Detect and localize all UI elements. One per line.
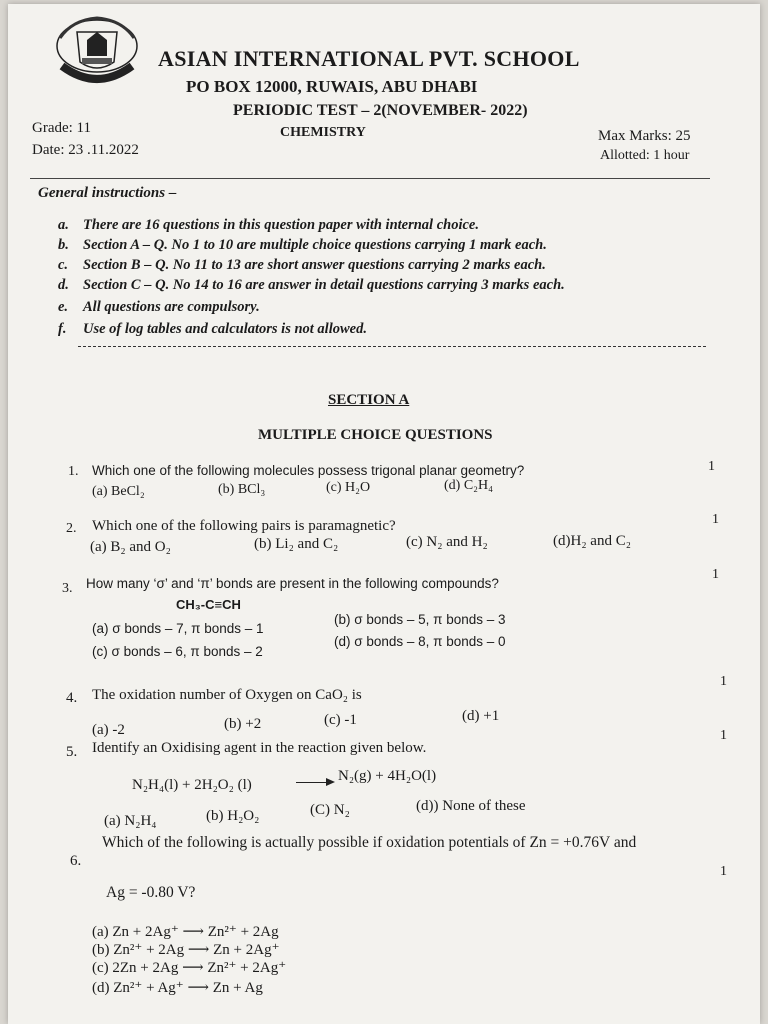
question-text: Identify an Oxidising agent in the reaction given below. [92,740,427,756]
option: (c) -1 [324,712,357,728]
question-marks: 1 [720,728,727,743]
reaction-arrow-head [326,778,335,786]
question-text: The oxidation number of Oxygen on CaO₂ is [92,687,362,703]
option: (a) -2 [92,722,125,738]
option: (d) +1 [462,708,500,724]
option: (b) Zn²⁺ + 2Ag ⟶ Zn + 2Ag⁺ [92,942,280,958]
question-marks: 1 [720,864,727,879]
option: (c) 2Zn + 2Ag ⟶ Zn²⁺ + 2Ag⁺ [92,960,287,976]
question-text: Which one of the following molecules possess trigonal planar geometry? [92,463,525,478]
subject-label: CHEMISTRY [280,125,366,140]
option: (d) σ bonds – 8, π bonds – 0 [334,634,506,649]
date-label: Date: 23 .11.2022 [32,142,139,158]
grade-label: Grade: 11 [32,120,92,136]
option: (c) H₂O [326,480,371,495]
question-marks: 1 [720,674,727,689]
instruction-text-f: Use of log tables and calculators is not allowed. [83,321,367,337]
time-allotted: Allotted: 1 hour [600,148,690,163]
question-marks: 1 [708,459,715,474]
reaction-products: N₂(g) + 4H₂O(l) [338,768,437,784]
instruction-letter-f: f. [58,321,67,337]
instruction-text-c: Section B – Q. No 11 to 13 are short answer questions carrying 2 marks each. [83,257,546,273]
question-number: 6. [70,853,82,869]
instructions-heading: General instructions – [38,185,177,201]
question-marks: 1 [712,567,719,582]
instruction-letter-b: b. [58,237,69,253]
question-number: 1. [68,464,79,479]
section-a-heading: SECTION A [328,392,410,408]
question-text-continued: Ag = -0.80 V? [106,884,196,901]
option: (c) N₂ and H₂ [406,534,488,550]
option: (a) Zn + 2Ag⁺ ⟶ Zn²⁺ + 2Ag [92,924,279,940]
option: (a) B₂ and O₂ [90,539,171,555]
option: (b) BCl₃ [218,482,266,497]
question-number: 4. [66,690,78,706]
instruction-letter-c: c. [58,257,69,273]
reaction-arrow-line [296,782,328,783]
question-number: 3. [62,581,73,596]
option: (a) N₂H₄ [104,813,157,829]
exam-paper [8,4,760,1024]
school-name: ASIAN INTERNATIONAL PVT. SCHOOL [158,46,580,71]
option: (b) Li₂ and C₂ [254,536,339,552]
school-crest-logo [52,14,142,92]
instruction-text-a: There are 16 questions in this question paper with internal choice. [83,217,479,233]
compound-formula: CH₃-C≡CH [176,597,241,612]
instruction-letter-a: a. [58,217,69,233]
option: (a) BeCl₂ [92,484,145,499]
option: (b) H₂O₂ [206,808,260,824]
option: (d) Zn²⁺ + Ag⁺ ⟶ Zn + Ag [92,980,263,996]
question-marks: 1 [712,512,719,527]
option: (c) σ bonds – 6, π bonds – 2 [92,644,263,659]
option: (b) +2 [224,716,262,732]
question-text: Which one of the following pairs is paramagnetic? [92,518,396,534]
section-subheading: MULTIPLE CHOICE QUESTIONS [258,427,493,443]
test-title: PERIODIC TEST – 2(NOVEMBER- 2022) [233,102,528,119]
max-marks: Max Marks: 25 [598,128,691,144]
school-address: PO BOX 12000, RUWAIS, ABU DHABI [186,77,478,96]
question-text: How many ‘σ’ and ‘π’ bonds are present in the following compounds? [86,576,499,591]
option: (b) σ bonds – 5, π bonds – 3 [334,612,506,627]
option: (d) C₂H₄ [444,478,494,493]
header-divider [30,178,710,179]
option: (C) N₂ [310,802,350,818]
instructions-divider [78,346,706,347]
reaction-reactants: N₂H₄(l) + 2H₂O₂ (l) [132,777,252,793]
option: (d)) None of these [416,798,526,814]
question-number: 2. [66,521,77,536]
instruction-text-e: All questions are compulsory. [83,299,260,315]
question-text: Which of the following is actually possible if oxidation potentials of Zn = +0.76V and [102,834,637,851]
instruction-text-d: Section C – Q. No 14 to 16 are answer in detail questions carrying 3 marks each. [83,277,565,293]
instruction-text-b: Section A – Q. No 1 to 10 are multiple choice questions carrying 1 mark each. [83,237,547,253]
option: (a) σ bonds – 7, π bonds – 1 [92,621,264,636]
option: (d)H₂ and C₂ [553,533,631,549]
instruction-letter-e: e. [58,299,69,315]
instruction-letter-d: d. [58,277,69,293]
question-number: 5. [66,744,78,760]
